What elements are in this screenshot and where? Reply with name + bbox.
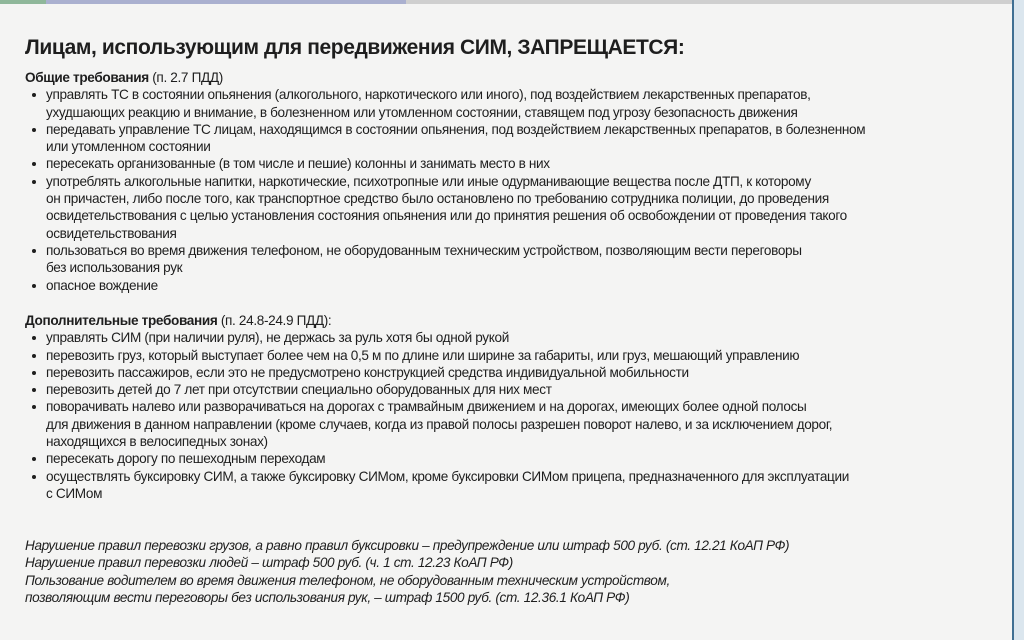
list-item xyxy=(25,398,849,450)
list-item-text: управлять ТС в состоянии опьянения (алкогольного, наркотического или иного), под воздействием лекарственных препаратов, xyxy=(46,87,811,103)
bullet-icon xyxy=(32,284,36,288)
heading-text: Дополнительные требования xyxy=(25,313,218,328)
bullet-icon xyxy=(32,162,36,166)
bullet-icon xyxy=(32,475,36,479)
list-item-text: перевозить груз, который выступает более чем на 0,5 м по длине или ширине за габариты, или груз, мешающий управлению xyxy=(46,347,800,363)
list-item xyxy=(25,242,865,277)
list-item xyxy=(25,450,849,467)
list-item-text: для движения в данном направлении (кроме случаев, когда из правой полосы разрешен поворот налево, и за исключением дорог, xyxy=(46,416,833,432)
list-item xyxy=(25,329,849,346)
list-item-text: перевозить пассажиров, если это не предусмотрено конструкцией средства индивидуальной мобильности xyxy=(46,364,689,380)
list-item xyxy=(25,468,849,503)
bullet-icon xyxy=(32,180,36,184)
general-requirements-section xyxy=(25,69,865,294)
additional-list xyxy=(25,329,849,502)
list-item-text: перевозить детей до 7 лет при отсутствии специально оборудованных для них мест xyxy=(46,382,552,398)
section-heading xyxy=(25,69,865,86)
bullet-icon xyxy=(32,128,36,132)
list-item-text: он причастен, либо после того, как транспортное средство было остановлено по требованию сотрудника полиции, до проведения xyxy=(46,191,829,207)
list-item xyxy=(25,277,865,294)
list-item-text: с СИМом xyxy=(46,485,103,501)
page-title: Лицам, использующим для передвижения СИМ, ЗАПРЕЩАЕТСЯ: xyxy=(25,36,685,59)
penalty-line: Нарушение правил перевозки людей – штраф 500 руб. (ч. 1 ст. 12.23 КоАП РФ) xyxy=(25,555,513,571)
list-item-text: или утомленном состоянии xyxy=(46,139,211,155)
list-item-text: освидетельствования xyxy=(46,225,177,241)
list-item xyxy=(25,381,849,398)
bullet-icon xyxy=(32,457,36,461)
heading-text: Общие требования xyxy=(25,70,149,85)
general-list xyxy=(25,86,865,294)
list-item-text: пересекать дорогу по пешеходным переходам xyxy=(46,451,326,467)
list-item-text: передавать управление ТС лицам, находящимся в состоянии опьянения, под воздействием лекарственных препаратов, в болезненном xyxy=(46,121,866,137)
list-item-text: опасное вождение xyxy=(46,277,158,293)
bullet-icon xyxy=(32,249,36,253)
bullet-icon xyxy=(32,371,36,375)
right-margin xyxy=(1014,0,1024,640)
bullet-icon xyxy=(32,93,36,97)
list-item-text: употреблять алкогольные напитки, наркотические, психотропные или иные одурманивающие вещества после ДТП, к которому xyxy=(46,173,811,189)
list-item xyxy=(25,364,849,381)
list-item xyxy=(25,86,865,121)
list-item-text: освидетельствования с целью установления состояния опьянения или до принятия решения об освобождении от проведения такого xyxy=(46,208,847,224)
bullet-icon xyxy=(32,336,36,340)
list-item-text: ухудшающих реакцию и внимание, в болезненном или утомленном состоянии, ставящем под угрозу безопасность движения xyxy=(46,104,798,120)
list-item-text: пользоваться во время движения телефоном, не оборудованным техническим устройством, позволяющим вести переговоры xyxy=(46,242,802,258)
penalty-line: Пользование водителем во время движения телефоном, не оборудованным техническим устройством, xyxy=(25,572,670,588)
top-color-strip xyxy=(0,0,1013,4)
bullet-icon xyxy=(32,388,36,392)
bullet-icon xyxy=(32,354,36,358)
list-item-text: поворачивать налево или разворачиваться на дорогах с трамвайным движением и на дорогах, имеющих более одной полосы xyxy=(46,399,807,415)
penalty-line: позволяющим вести переговоры без использования рук, – штраф 1500 руб. (ст. 12.36.1 КоАП РФ) xyxy=(25,589,630,605)
list-item xyxy=(25,173,865,242)
list-item-text: осуществлять буксировку СИМ, а также буксировку СИМом, кроме буксировки СИМом прицепа, предназначенного для эксплуатации xyxy=(46,468,849,484)
list-item-text: пересекать организованные (в том числе и пешие) колонны и занимать место в них xyxy=(46,156,550,172)
heading-ref: (п. 24.8-24.9 ПДД): xyxy=(217,313,332,328)
heading-ref: (п. 2.7 ПДД) xyxy=(148,70,223,85)
list-item-text: находящихся в велосипедных зонах) xyxy=(46,434,268,450)
section-heading xyxy=(25,312,849,329)
list-item xyxy=(25,155,865,172)
bullet-icon xyxy=(32,405,36,409)
list-item-text: без использования рук xyxy=(46,260,183,276)
list-item-text: управлять СИМ (при наличии руля), не держась за руль хотя бы одной рукой xyxy=(46,330,509,346)
penalty-line: Нарушение правил перевозки грузов, а равно правил буксировки – предупреждение или штраф 500 руб. (ст. 12.21 КоАП РФ) xyxy=(25,538,790,553)
list-item xyxy=(25,347,849,364)
penalties-block xyxy=(25,537,789,606)
list-item xyxy=(25,121,865,156)
additional-requirements-section xyxy=(25,312,849,502)
